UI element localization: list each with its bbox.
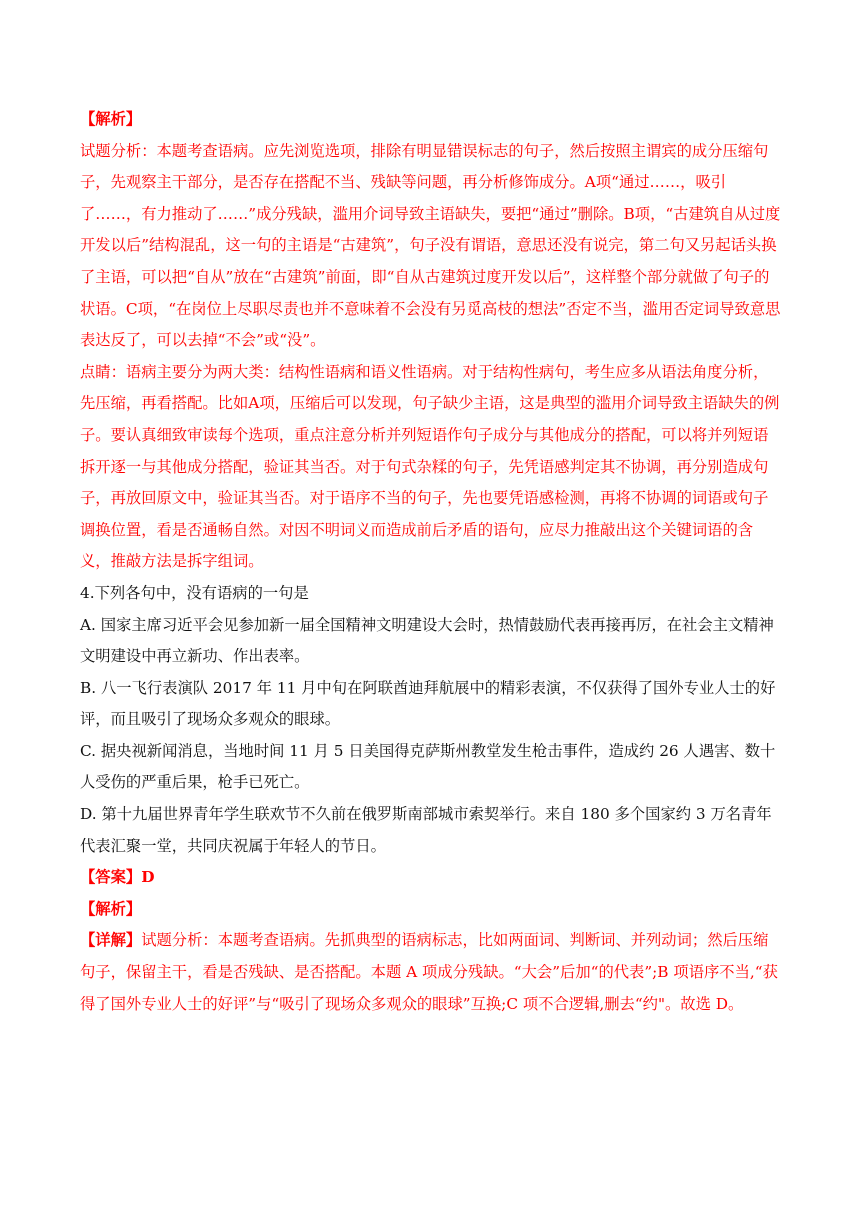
answer-line [80,862,782,894]
detail-label: 【详解】 [80,931,142,950]
analysis-heading: 【解析】 [80,110,142,128]
option-b: B. 八一飞行表演队 2017 年 11 月中旬在阿联酋迪拜航展中的精彩表演，不仅获得了国外专业人士的好评，而且吸引了现场众多观众的眼球。 [80,678,776,729]
analysis-paragraph: 试题分析：本题考查语病。应先浏览选项，排除有明显错误标志的句子，然后按照主谓宾的成分压缩句子，先观察主干部分，是否存在搭配不当、残缺等问题，再分析修饰成分。A项“通过……，吸引了……，有力推动了……”成分残缺，滥用介词导致主语缺失，要把“通过”删除。B项，“古建筑自从过度开发以后”结构混乱，这一句的主语是“古建筑”，句子没有谓语，意思还没有说完，第二句又另起话头换了主语，可以把“自从”放在“古建筑”前面，即“自从古建筑过度开发以后”，这样整个部分就做了句子的状语。C项，“在岗位上尽职尽责也并不意味着不会没有另觅高枝的想法”否定不当，滥用否定词导致意思表达反了，可以去掉“不会”或“没”。 [80,141,781,350]
detail-text: 试题分析：本题考查语病。先抓典型的语病标志，比如两面词、判断词、并列动词；然后压缩句子，保留主干，看是否残缺、是否搭配。本题 A 项成分残缺。“大会”后加“的代表”;B 项语序不当,“获得了国外专业人士的好评”与“吸引了现场众多观众的眼球”互换;C 项不合逻辑,删去“约"。故选 D。 [80,931,778,1013]
option-a: A. 国家主席习近平会见参加新一届全国精神文明建设大会时，热情鼓励代表再接再厉，在社会主文精神文明建设中再立新功、作出表率。 [80,615,774,666]
option-d: D. 第十九届世界青年学生联欢节不久前在俄罗斯南部城市索契举行。来自 180 多个国家约 3 万名青年代表汇聚一堂，共同庆祝属于年轻人的节日。 [80,805,772,855]
option-c: C. 据央视新闻消息，当地时间 11 月 5 日美国得克萨斯州教堂发生枪击事件，造成约 26 人遇害、数十人受伤的严重后果，枪手已死亡。 [80,741,776,792]
question-stem: 4.下列各句中，没有语病的一句是 [80,583,309,602]
answer-value: D [141,868,155,887]
detail-paragraph [80,925,782,1020]
answer-label: 【答案】 [80,868,142,887]
analysis-heading-2: 【解析】 [80,899,142,918]
document-content [80,104,782,1020]
tip-paragraph: 点睛：语病主要分为两大类：结构性语病和语义性语病。对于结构性病句，考生应多从语法角度分析，先压缩，再看搭配。比如A项，压缩后可以发现，句子缺少主语，这是典型的滥用介词导致主语缺失的例子。要认真细致审读每个选项，重点注意分析并列短语作句子成分与其他成分的搭配，可以将并列短语拆开逐一与其他成分搭配，验证其当否。对于句式杂糅的句子，先凭语感判定其不协调，再分别造成句子，再放回原文中，验证其当否。对于语序不当的句子，先也要凭语感检测，再将不协调的词语或句子调换位置，看是否通畅自然。对因不明词义而造成前后矛盾的语句，应尽力推敲出这个关键词语的含义，推敲方法是拆字组词。 [80,362,780,571]
